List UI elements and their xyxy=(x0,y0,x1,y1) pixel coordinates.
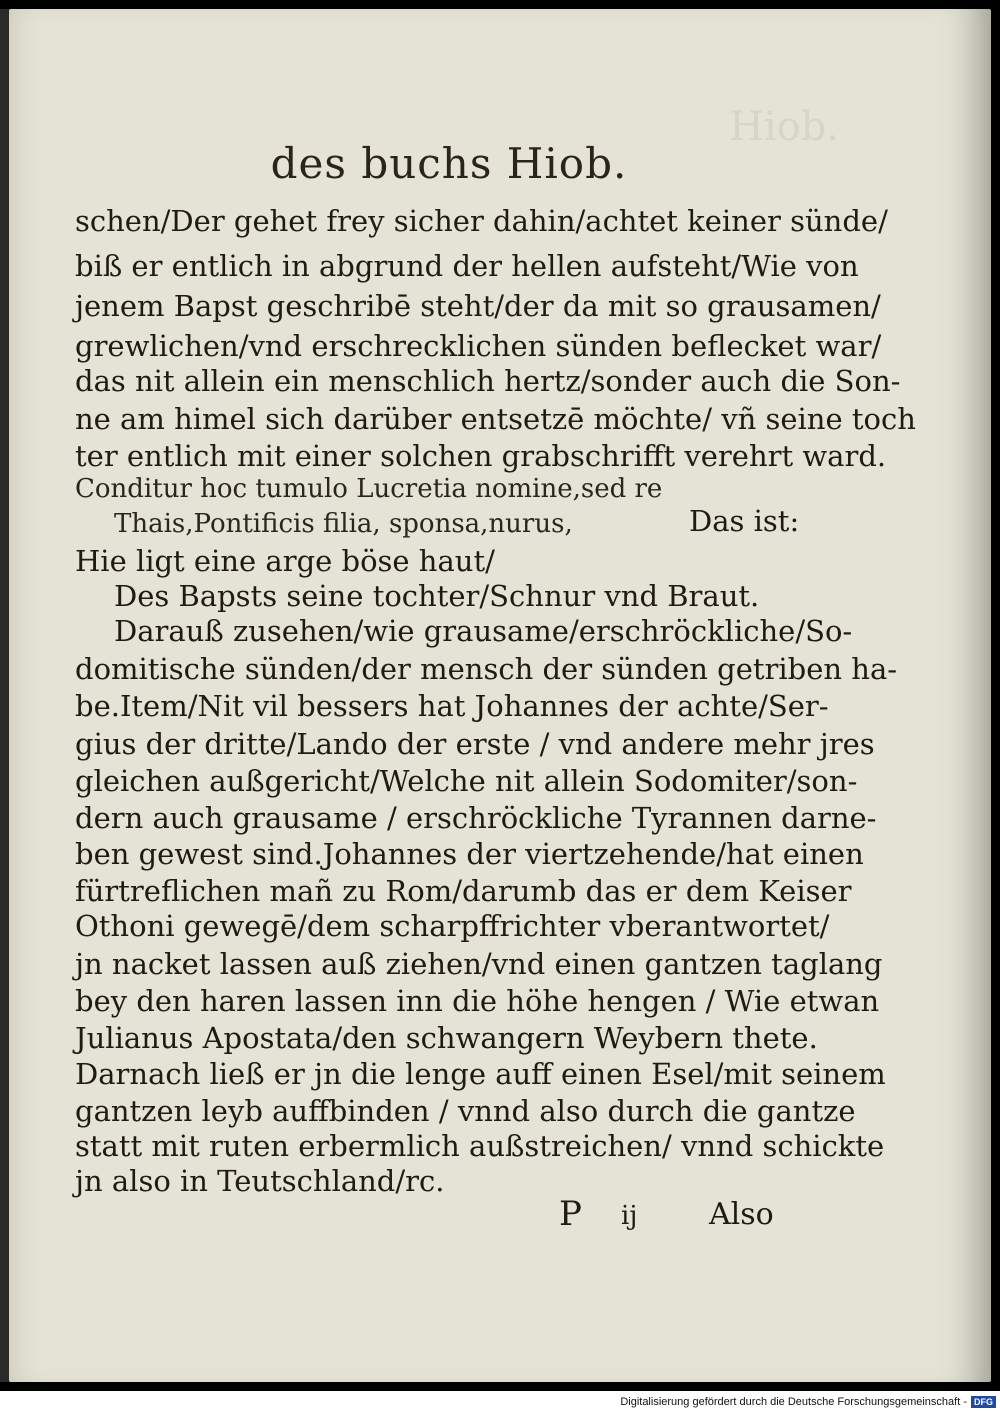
show-through-text: Hiob. xyxy=(729,104,840,150)
text-line: gleichen außgericht/Welche nit allein Sodomiter/son- xyxy=(75,764,858,798)
text-line: be.Item/Nit vil bessers hat Johannes der achte/Ser- xyxy=(75,689,829,723)
signature-mark: P xyxy=(559,1194,582,1234)
verse-line: Des Bapsts seine tochter/Schnur vnd Braut. xyxy=(114,579,760,613)
text-line: Julianus Apostata/den schwangern Weybern thete. xyxy=(75,1021,818,1055)
das-ist-label: Das ist: xyxy=(689,504,800,538)
text-line: fürtreflichen mañ zu Rom/darumb das er dem Keiser xyxy=(75,874,852,908)
latin-epitaph-line: Conditur hoc tumulo Lucretia nomine,sed re xyxy=(75,474,663,504)
text-line: bey den haren lassen inn die höhe hengen / Wie etwan xyxy=(75,984,880,1018)
text-line: das nit allein ein menschlich hertz/sonder auch die Son- xyxy=(75,364,901,398)
text-line: jn also in Teutschland/rc. xyxy=(75,1164,445,1198)
signature-number: ij xyxy=(621,1201,638,1231)
text-line: Darauß zusehen/wie grausame/erschröckliche/So- xyxy=(114,614,853,648)
text-line: jn nacket lassen auß ziehen/vnd einen gantzen taglang xyxy=(75,947,883,981)
catchword: Also xyxy=(709,1197,774,1232)
digitization-credit xyxy=(600,1393,1000,1411)
latin-epitaph-line: Thais,Pontificis filia, sponsa,nurus, xyxy=(114,509,573,539)
text-line: gantzen leyb auffbinden / vnnd also durch die gantze xyxy=(75,1094,856,1128)
credit-text: Digitalisierung gefördert durch die Deutsche Forschungsgemeinschaft - xyxy=(620,1396,967,1408)
text-line: domitische sünden/der mensch der sünden getriben ha- xyxy=(75,652,898,686)
text-line: biß er entlich in abgrund der hellen aufsteht/Wie von xyxy=(75,249,859,283)
text-line: ben gewest sind.Johannes der viertzehende/hat einen xyxy=(75,837,864,871)
text-line: Darnach ließ er jn die lenge auff einen Esel/mit seinem xyxy=(75,1057,886,1091)
text-line: ne am himel sich darüber entsetzē möchte/ vñ seine toch xyxy=(75,402,916,436)
text-line: statt mit ruten erbermlich außstreichen/ vnnd schickte xyxy=(75,1129,885,1163)
text-line: jenem Bapst geschribē steht/der da mit so grausamen/ xyxy=(75,289,881,323)
running-header: des buchs Hiob. xyxy=(270,139,628,188)
text-line: Othoni gewegē/dem scharpffrichter vberantwortet/ xyxy=(75,909,830,943)
text-line: ter entlich mit einer solchen grabschrifft verehrt ward. xyxy=(75,439,887,473)
text-line: dern auch grausame / erschröckliche Tyrannen darne- xyxy=(75,801,877,835)
verse-line: Hie ligt eine arge böse haut/ xyxy=(75,544,495,578)
dfg-logo: DFG xyxy=(971,1396,996,1408)
book-page xyxy=(9,9,991,1382)
text-line: grewlichen/vnd erschrecklichen sünden beflecket war/ xyxy=(75,329,882,363)
text-line: gius der dritte/Lando der erste / vnd andere mehr jres xyxy=(75,727,875,761)
text-line: schen/Der gehet frey sicher dahin/achtet keiner sünde/ xyxy=(75,204,888,238)
